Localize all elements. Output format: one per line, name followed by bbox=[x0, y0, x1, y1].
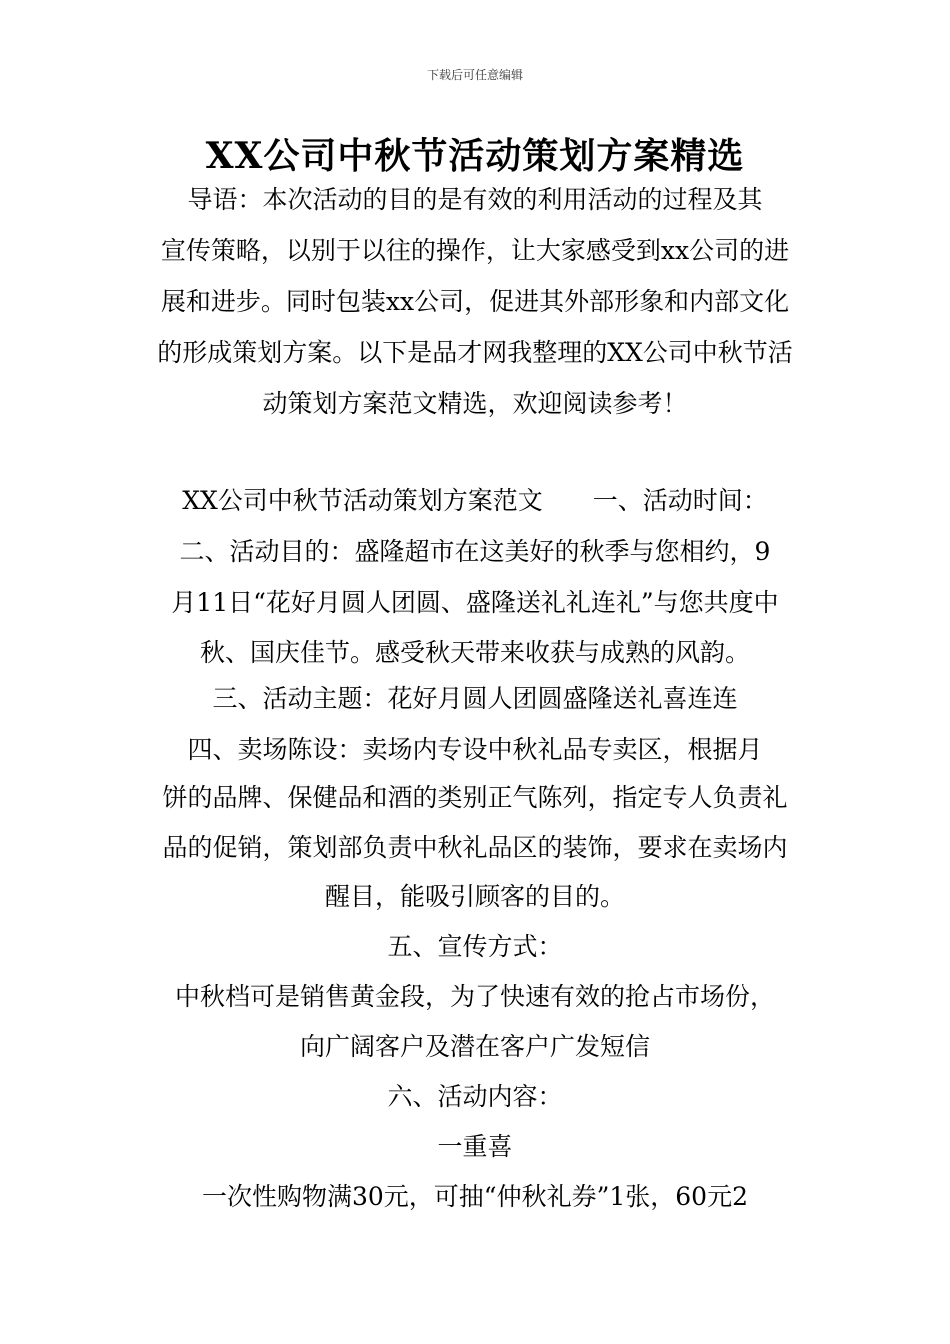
paragraph-line: 中秋档可是销售黄金段，为了快速有效的抢占市场份， bbox=[174, 982, 775, 1011]
paragraph-line: 的形成策划方案。以下是品才网我整理的XX公司中秋节活 bbox=[157, 338, 793, 367]
paragraph-line: 三、活动主题：花好月圆人团圆盛隆送礼喜连连 bbox=[212, 684, 738, 713]
sub-heading: 一重喜 bbox=[437, 1132, 513, 1161]
paragraph-line: 一次性购物满30元，可抽“仲秋礼券”1张，60元2 bbox=[202, 1182, 748, 1211]
paragraph-line: 醒目，能吸引顾客的目的。 bbox=[324, 882, 625, 911]
paragraph-line: 导语：本次活动的目的是有效的利用活动的过程及其 bbox=[187, 185, 763, 214]
section-heading: 六、活动内容： bbox=[387, 1082, 563, 1111]
paragraph-line: 品的促销，策划部负责中秋礼品区的装饰，要求在卖场内 bbox=[162, 833, 788, 862]
paragraph-line: 四、卖场陈设：卖场内专设中秋礼品专卖区，根据月 bbox=[187, 735, 763, 764]
document-title: XX公司中秋节活动策划方案精选 bbox=[205, 135, 745, 177]
paragraph-line: 动策划方案范文精选，欢迎阅读参考！ bbox=[262, 389, 688, 418]
section-heading: 五、宣传方式： bbox=[387, 932, 563, 961]
paragraph-line: XX公司中秋节活动策划方案范文 一、活动时间： bbox=[182, 486, 768, 515]
paragraph-line: 月11日“花好月圆人团圆、盛隆送礼礼连礼”与您共度中 bbox=[171, 588, 779, 617]
paragraph-line: 二、活动目的：盛隆超市在这美好的秋季与您相约，9 bbox=[179, 537, 771, 566]
header-note: 下载后可任意编辑 bbox=[426, 68, 523, 82]
paragraph-line: 宣传策略，以别于以往的操作，让大家感受到xx公司的进 bbox=[160, 236, 790, 265]
paragraph-line: 向广阔客户及潜在客户广发短信 bbox=[299, 1032, 650, 1061]
paragraph-line: 展和进步。同时包装xx公司，促进其外部形象和内部文化 bbox=[160, 287, 790, 316]
paragraph-line: 秋、国庆佳节。感受秋天带来收获与成熟的风韵。 bbox=[199, 638, 750, 667]
paragraph-line: 饼的品牌、保健品和酒的类别正气陈列，指定专人负责礼 bbox=[162, 783, 788, 812]
